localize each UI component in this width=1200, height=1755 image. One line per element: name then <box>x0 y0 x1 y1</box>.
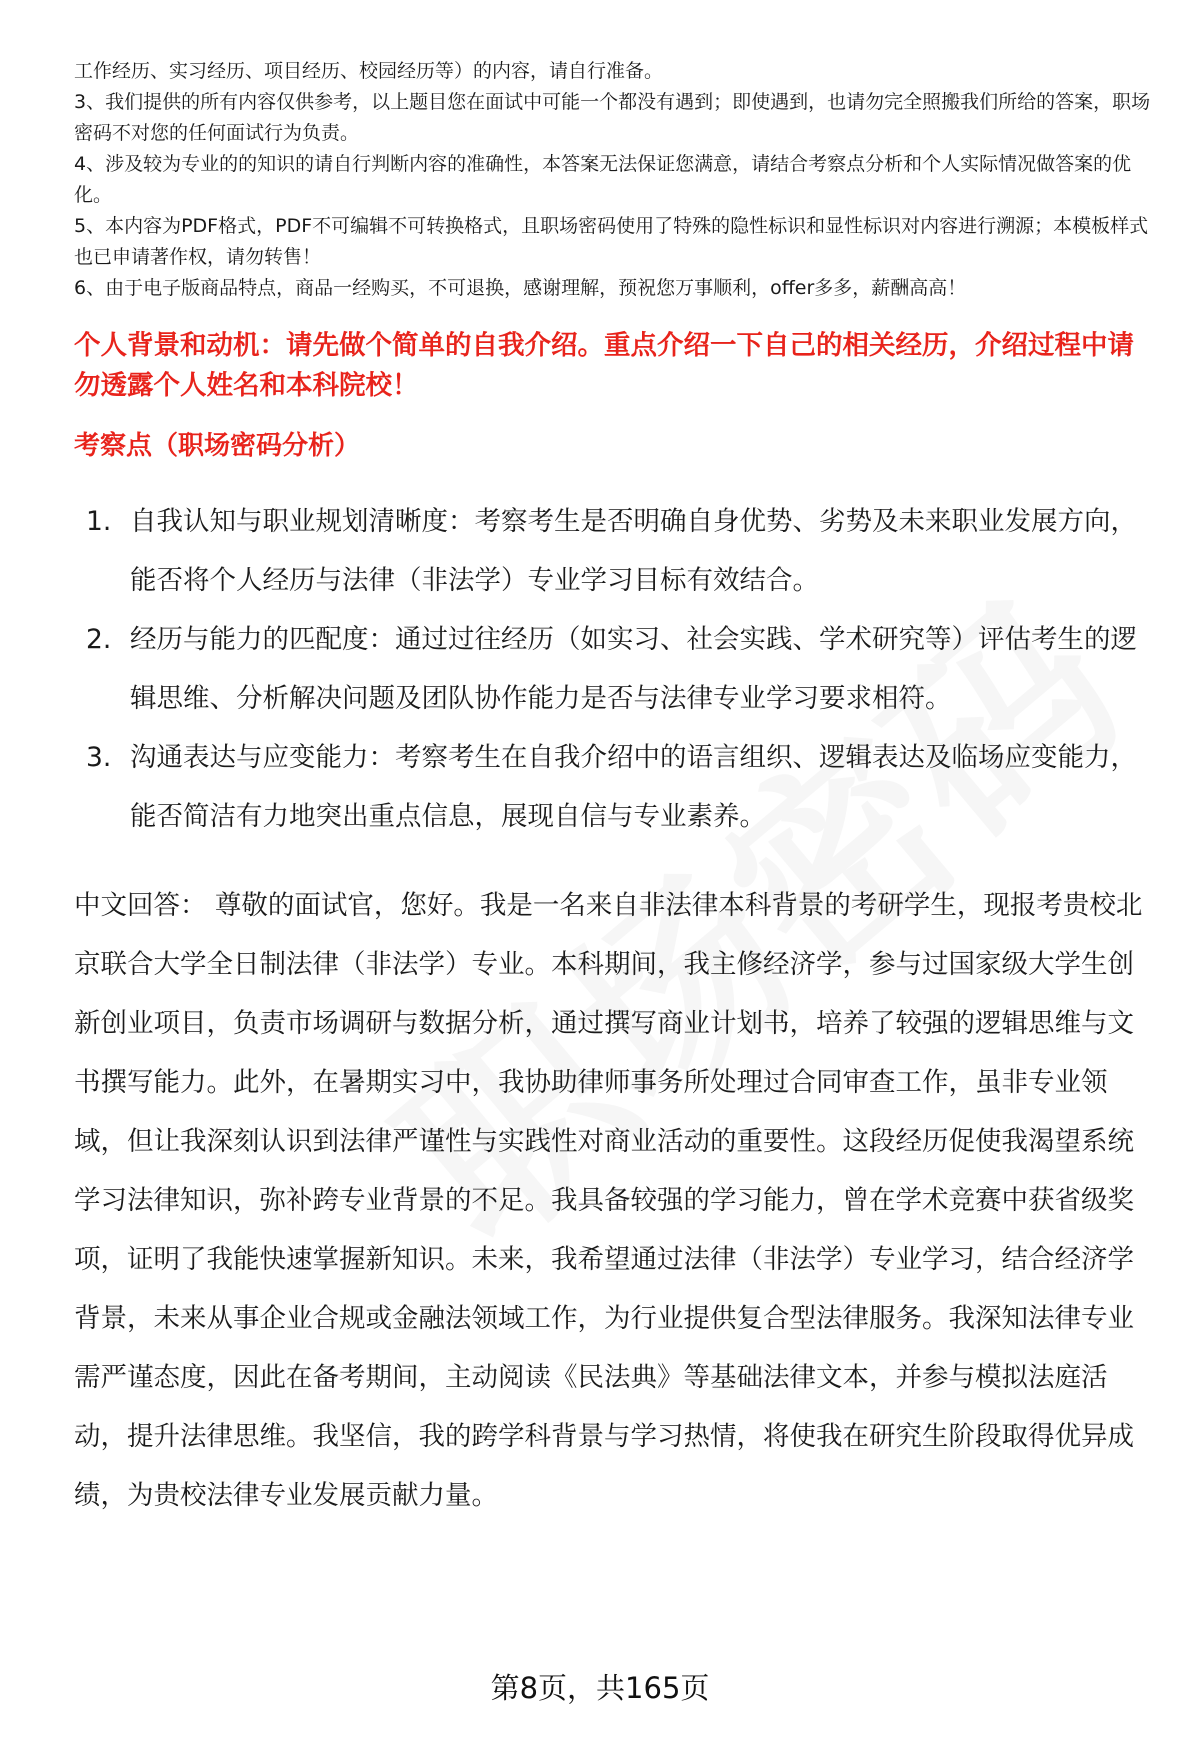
note-line: 5、本内容为PDF格式，PDF不可编辑不可转换格式，且职场密码使用了特殊的隐性标识和显性标识对内容进行溯源；本模板样式也已申请著作权，请勿转售！ <box>74 215 1149 268</box>
list-item <box>74 728 1154 846</box>
analysis-points <box>74 492 1154 846</box>
note-line: 4、涉及较为专业的的知识的请自行判断内容的准确性，本答案无法保证您满意，请结合考察点分析和个人实际情况做答案的优化。 <box>74 153 1132 206</box>
document-page <box>74 56 1154 1525</box>
note-line: 3、我们提供的所有内容仅供参考，以上题目您在面试中可能一个都没有遇到；即使遇到，也请勿完全照搬我们所给的答案，职场密码不对您的任何面试行为负责。 <box>74 91 1151 144</box>
analysis-title: 考察点（职场密码分析） <box>74 431 361 461</box>
notes-section <box>74 56 1154 304</box>
page-footer: 第8页，共165页 <box>490 1671 710 1705</box>
note-line: 6、由于电子版商品特点，商品一经购买，不可退换，感谢理解，预祝您万事顺利，offer多多，薪酬高高！ <box>74 277 967 299</box>
list-item <box>74 610 1154 728</box>
answer-paragraph: 中文回答： 尊敬的面试官，您好。我是一名来自非法律本科背景的考研学生，现报考贵校北京联合大学全日制法律（非法学）专业。本科期间，我主修经济学，参与过国家级大学生创新创业项目，负责市场调研与数据分析，通过撰写商业计划书，培养了较强的逻辑思维与文书撰写能力。此外，在暑期实习中，我协助律师事务所处理过合同审查工作，虽非专业领域，但让我深刻认识到法律严谨性与实践性对商业活动的重要性。这段经历促使我渴望系统学习法律知识，弥补跨专业背景的不足。我具备较强的学习能力，曾在学术竞赛中获省级奖项，证明了我能快速掌握新知识。未来，我希望通过法律（非法学）专业学习，结合经济学背景，未来从事企业合规或金融法领域工作，为行业提供复合型法律服务。我深知法律专业需严谨态度，因此在备考期间，主动阅读《民法典》等基础法律文本，并参与模拟法庭活动，提升法律思维。我坚信，我的跨学科背景与学习热情，将使我在研究生阶段取得优异成绩，为贵校法律专业发展贡献力量。 <box>74 890 1143 1511</box>
note-line: 工作经历、实习经历、项目经历、校园经历等）的内容，请自行准备。 <box>74 60 664 82</box>
list-item <box>74 492 1154 610</box>
list-number: 3. <box>86 742 112 773</box>
list-text: 经历与能力的匹配度：通过过往经历（如实习、社会实践、学术研究等）评估考生的逻辑思维、分析解决问题及团队协作能力是否与法律专业学习要求相符。 <box>130 624 1137 714</box>
list-text: 沟通表达与应变能力：考察考生在自我介绍中的语言组织、逻辑表达及临场应变能力，能否简洁有力地突出重点信息，展现自信与专业素养。 <box>130 742 1137 832</box>
list-number: 2. <box>86 624 112 655</box>
list-number: 1. <box>86 506 112 537</box>
list-text: 自我认知与职业规划清晰度：考察考生是否明确自身优势、劣势及未来职业发展方向，能否将个人经历与法律（非法学）专业学习目标有效结合。 <box>130 506 1137 596</box>
question-heading: 个人背景和动机：请先做个简单的自我介绍。重点介绍一下自己的相关经历，介绍过程中请勿透露个人姓名和本科院校！ <box>74 330 1134 401</box>
